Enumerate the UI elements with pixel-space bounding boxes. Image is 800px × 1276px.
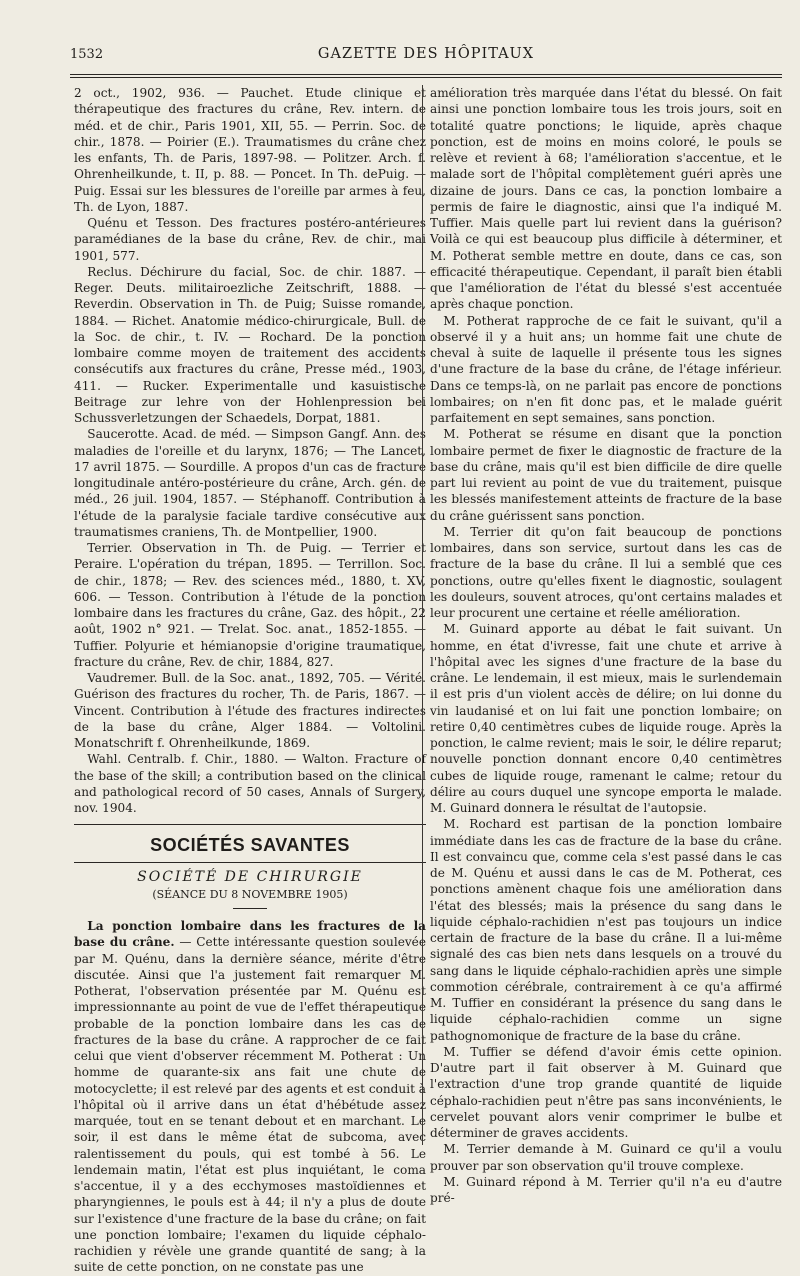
paragraph: M. Potherat rapproche de ce fait le suivant, qu'il a observé il y a huit ans; un homme fait une chute de cheval à suite de laquelle il présente tous les signes d'une fracture de la base du crâne, de l'étage inférieur. Dans ce temps-là, on ne parlait pas encore de ponctions lombaires; on n'en fit donc pas, et le malade guérit parfaitement en sept semaines, sans ponction. [430, 313, 782, 425]
header-rule-top [70, 74, 782, 75]
article-text: — Cette intéressante question soulevée par M. Quénu, dans la dernière séance, mérite d'être discutée. Ainsi que l'a justement fait remarquer M. Potherat, l'observation présentée par M. Quénu est impressionnante au point de vue de l'effet thérapeutique probable de la ponction lombaire dans les cas de fractures de la base du crâne. A rapprocher de ce fait celui que vient d'observer récemment M. Potherat : Un homme de quarante-six ans fait une chute de motocyclette; il est relevé par des agents et est conduit à l'hôpital où il arrive dans un état d'hébétude assez marquée, tout en se tenant debout et en marchant. Le soir, il est dans le même état de subcoma, avec ralentissement du pouls, qui est tombé à 56. Le lendemain matin, l'état est plus inquiétant, le coma s'accentue, il y a des ecchymoses mastoïdiennes et pharyngiennes, le pouls est à 44; il n'y a plus de doute sur l'existence d'une fracture de la base du crâne; on fait une ponction lombaire; l'examen du liquide céphalo-rachidien y révèle une grande quantité de sang; à la suite de cette ponction, on ne constate pas une [74, 935, 426, 1275]
paragraph: M. Guinard répond à M. Terrier qu'il n'a eu d'autre pré- [430, 1174, 782, 1205]
column-divider [422, 85, 423, 1145]
paragraph: M. Rochard est partisan de la ponction lombaire immédiate dans les cas de fracture de la base du crâne. Il est convaincu que, comme cela s'est passé dans le cas de M. Quénu et aussi dans le cas de M. Potherat, ces ponctions amènent chaque fois une amélioration dans l'état des blessés; mais la présence du sang dans le liquide céphalo-rachidien n'est pas toujours un indice certain de fracture de la base du crâne. Il a lui-même signalé des cas bien nets dans lesquels on a trouvé du sang dans le liquide céphalo-rachidien après une simple commotion cérébrale, contrairement à ce qu'a affirmé M. Tuffier en considérant la présence du sang dans le liquide céphalo-rachidien comme un signe pathognomonique de fracture de la base du crâne. [430, 817, 782, 1043]
society-title: SOCIÉTÉ DE CHIRURGIE [137, 868, 363, 885]
paragraph: M. Guinard apporte au débat le fait suivant. Un homme, en état d'ivresse, fait une chute et arrive à l'hôpital avec les signes d'une fracture de la base du crâne. Le lendemain, il est mieux, mais le surlendemain il est pris d'un violent accès de délire; on lui donne du vin laudanisé et on lui fait une ponction lombaire; on retire 0,40 centimètres cubes de liquide rouge. Après la ponction, le calme revient; mais le soir, le délire reparut; nouvelle ponction donnant encore 0,40 centimètres cubes de liquide rouge, ramenant le calme; retour du délire au cours duquel une syncope emporta le malade. M. Guinard donnera le résultat de l'autopsie. [430, 622, 782, 815]
section-title: SOCIÉTÉS SAVANTES [150, 835, 350, 856]
header-rule-bottom [70, 77, 782, 78]
short-rule [233, 908, 267, 909]
paragraph: amélioration très marquée dans l'état du blessé. On fait ainsi une ponction lombaire tous les trois jours, soit en totalité quatre ponctions; le liquide, après chaque ponction, est de moins en moins coloré, le pouls se relève et revient à 68; l'amélioration s'accentue, et le malade sort de l'hôpital complètement guéri après une dizaine de jours. Dans ce cas, la ponction lombaire a permis de faire le diagnostic, ainsi que l'a indiqué M. Tuffier. Mais quelle part lui revient dans la guérison? Voilà ce qui est beaucoup plus difficile à déterminer, et M. Potherat semble mettre en doute, dans ce cas, son efficacité thérapeutique. Cependant, il paraît bien établi que l'amélioration de l'état du blessé s'est accentuée après chaque ponction. [430, 86, 782, 312]
journal-title: GAZETTE DES HÔPITAUX [317, 46, 535, 62]
paragraph: M. Potherat se résume en disant que la ponction lombaire permet de fixer le diagnostic de fracture de la base du crâne, mais qu'il est bien difficile de dire quelle part lui revient au point de vue du traitement, puisque les blessés manifestement atteints de fracture de la base du crâne guérissent sans ponction. [430, 427, 782, 523]
bibliography-entry: Reclus. Déchirure du facial, Soc. de chir. 1887. — Reger. Deuts. militairoezliche Zeitschrift, 1888. — Reverdin. Observation in Th. de Puig; Suisse romande, 1884. — Richet. Anatomie médico-chirurgicale, Bull. de la Soc. de chir., t. IV. — Rochard. De la ponction lombaire comme moyen de traitement des accidents consécutifs aux fractures du crâne, Presse méd., 1903, 411. — Rucker. Experimentalle und kasuistische Beitrage zur lehre von der Hohlenpression bei Schussverletzungen der Schaedels, Dorpat, 1881. [74, 264, 426, 425]
page-number: 1532 [70, 47, 104, 62]
bibliography-entry: Vaudremer. Bull. de la Soc. anat., 1892, 705. — Vérité. Guérison des fractures du rocher, Th. de Paris, 1867. — Vincent. Contribution à l'étude des fractures indirectes de la base du crâne, Alger 1884. — Voltolini. Monatschrift f. Ohrenheilkunde, 1869. [74, 671, 426, 750]
bibliography-entry: Wahl. Centralb. f. Chir., 1880. — Walton. Fracture of the base of the skill; a contribution based on the clinical and pathological record of 50 cases, Annals of Surgery, nov. 1904. [74, 752, 426, 815]
left-column [74, 85, 426, 1276]
session-date: (SÉANCE DU 8 NOVEMBRE 1905) [152, 887, 348, 901]
bibliography-entry: Terrier. Observation in Th. de Puig. — Terrier et Peraire. L'opération du trépan, 1895. — Terrillon. Soc. de chir., 1878; — Rev. des sciences méd., 1880, t. XV, 606. — Tesson. Contribution à l'étude de la ponction lombaire dans les fractures du crâne, Gaz. des hôpit., 22 août, 1902 n° 921. — Trelat. Soc. anat., 1852-1855. — Tuffier. Polyurie et hémianopsie d'origine traumatique, fracture du crâne, Rev. de chir, 1884, 827. [74, 541, 426, 669]
section-rule [74, 824, 426, 825]
paragraph: M. Tuffier se défend d'avoir émis cette opinion. D'autre part il fait observer à M. Guinard que l'extraction d'une trop grande quantité de liquide céphalo-rachidien peut n'être pas sans inconvénients, le cervelet pouvant alors venir comprimer le bulbe et déterminer de graves accidents. [430, 1044, 782, 1140]
bibliography-entry: Quénu et Tesson. Des fractures postéro-antérieures paramédianes de la base du crâne, Rev. de chir., mai 1901, 577. [74, 216, 426, 263]
article-title: La ponction lombaire dans les fractures de la base du crâne. [74, 919, 426, 950]
right-column [430, 85, 782, 1206]
article-paragraph [74, 918, 426, 1276]
paragraph: M. Terrier dit qu'on fait beaucoup de ponctions lombaires, dans son service, surtout dans les cas de fracture de la base du crâne. Il lui a semblé que ces ponctions, outre qu'elles fixent le diagnostic, soulagent les douleurs, souvent atroces, qu'ont certains malades et leur procurent une certaine et réelle amélioration. [430, 524, 782, 620]
section-rule-bottom [74, 862, 426, 863]
bibliography-entry: Saucerotte. Acad. de méd. — Simpson Gangf. Ann. des maladies de l'oreille et du larynx, 1876; — The Lancet, 17 avril 1875. — Sourdille. A propos d'un cas de fracture longitudinale antéro-postérieure du crâne, Arch. gén. de méd., 26 juil. 1904, 1857. — Stéphanoff. Contribution à l'étude de la paralysie faciale tardive consécutive aux traumatismes craniens, Th. de Montpellier, 1900. [74, 427, 426, 539]
bibliography-entry: 2 oct., 1902, 936. — Pauchet. Etude clinique et thérapeutique des fractures du crâne, Rev. intern. de méd. et de chir., Paris 1901, XII, 55. — Perrin. Soc. de chir., 1878. — Poirier (E.). Traumatismes du crâne chez les enfants, Th. de Paris, 1897-98. — Politzer. Arch. f. Ohrenheilkunde, t. II, p. 88. — Poncet. In Th. dePuig. — Puig. Essai sur les blessures de l'oreille par armes à feu, Th. de Lyon, 1887. [74, 86, 426, 214]
page-header [70, 40, 782, 70]
paragraph: M. Terrier demande à M. Guinard ce qu'il a voulu prouver par son observation qu'il trouve complexe. [430, 1142, 782, 1173]
